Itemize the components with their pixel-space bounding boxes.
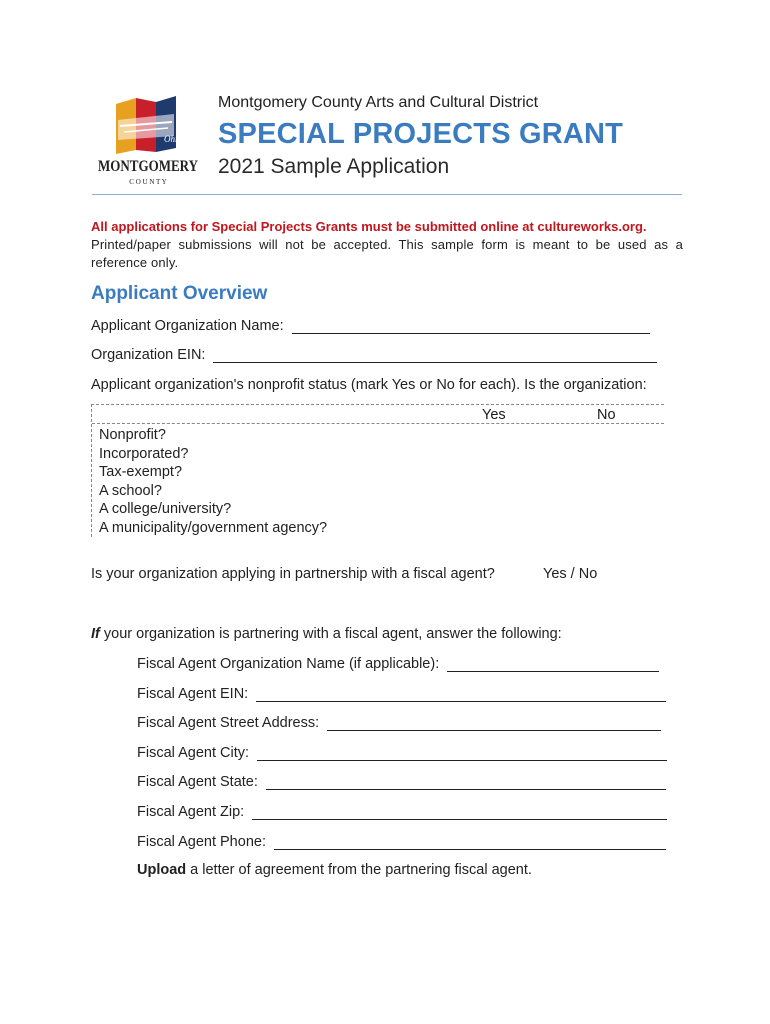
fiscal-city-input-line[interactable]	[257, 746, 667, 761]
if-word: If	[91, 626, 100, 642]
upload-rest: a letter of agreement from the partnering fiscal agent.	[186, 862, 532, 878]
fiscal-field-label: Fiscal Agent Phone:	[137, 834, 266, 850]
fiscal-phone-input-line[interactable]	[274, 835, 666, 850]
fiscal-field-label: Fiscal Agent City:	[137, 745, 250, 761]
fiscal-state-field	[137, 774, 666, 790]
status-row: Nonprofit?	[99, 427, 166, 443]
logo-banners-icon	[116, 96, 176, 154]
header-block	[218, 94, 623, 179]
status-prompt: Applicant organization's nonprofit status (mark Yes or No for each). Is the organization:	[91, 377, 647, 393]
grant-title: SPECIAL PROJECTS GRANT	[218, 118, 624, 150]
fiscal-agent-answer[interactable]: Yes / No	[543, 566, 598, 582]
fiscal-agent-instructions	[91, 626, 562, 642]
fiscal-zip-input-line[interactable]	[252, 805, 667, 820]
fiscal-street-field	[137, 715, 661, 731]
fiscal-city-field	[137, 745, 667, 761]
subtitle: 2021 Sample Application	[218, 155, 450, 178]
status-row: A municipality/government agency?	[99, 519, 328, 536]
logo-script: Ohio	[164, 134, 182, 144]
fiscal-phone-field	[137, 834, 666, 850]
fiscal-ein-input-line[interactable]	[256, 687, 666, 702]
status-row: A college/university?	[99, 501, 232, 517]
fiscal-street-input-line[interactable]	[327, 716, 661, 731]
org-line: Montgomery County Arts and Cultural District	[218, 94, 539, 111]
notice-rest: Printed/paper submissions will not be accepted. This sample form is meant to be used as a reference only.	[91, 237, 683, 270]
upload-instruction	[137, 862, 532, 878]
fiscal-agent-question: Is your organization applying in partnership with a fiscal agent?	[91, 566, 495, 582]
fiscal-field-label: Fiscal Agent Organization Name (if applicable):	[137, 656, 440, 672]
status-rows	[99, 426, 327, 537]
header-divider	[92, 194, 682, 195]
org-name-label: Applicant Organization Name:	[91, 318, 284, 334]
status-header-rule	[92, 423, 664, 424]
fiscal-state-input-line[interactable]	[266, 775, 666, 790]
fiscal-ein-field	[137, 686, 666, 702]
status-row: Tax-exempt?	[99, 464, 183, 480]
status-row: A school?	[99, 482, 162, 499]
fiscal-field-label: Fiscal Agent State:	[137, 774, 258, 790]
org-name-input-line[interactable]	[292, 319, 650, 334]
submission-notice	[91, 218, 683, 272]
notice-highlight: All applications for Special Projects Grants must be submitted online at cultureworks.org.	[91, 219, 647, 234]
fiscal-field-label: Fiscal Agent Street Address:	[137, 715, 320, 731]
status-col-no: No	[597, 407, 616, 423]
org-name-field	[91, 318, 650, 334]
if-rest: your organization is partnering with a fiscal agent, answer the following:	[99, 626, 562, 642]
fiscal-field-label: Fiscal Agent EIN:	[137, 686, 249, 702]
status-col-yes: Yes	[482, 407, 506, 423]
ein-label: Organization EIN:	[91, 347, 206, 363]
ein-field	[91, 347, 657, 363]
status-row: Incorporated?	[99, 445, 189, 462]
status-table	[91, 404, 664, 537]
fiscal-org-name-field	[137, 656, 659, 672]
upload-word[interactable]: Upload	[137, 862, 187, 878]
fiscal-zip-field	[137, 804, 667, 820]
logo-wordmark: MONTGOMERY	[98, 158, 199, 175]
section-title-applicant-overview: Applicant Overview	[91, 283, 268, 304]
fiscal-field-label: Fiscal Agent Zip:	[137, 804, 245, 820]
montgomery-county-logo	[94, 92, 202, 188]
logo-county: C O U N T Y	[129, 178, 167, 186]
fiscal-org-name-input-line[interactable]	[447, 657, 659, 672]
ein-input-line[interactable]	[213, 348, 657, 363]
